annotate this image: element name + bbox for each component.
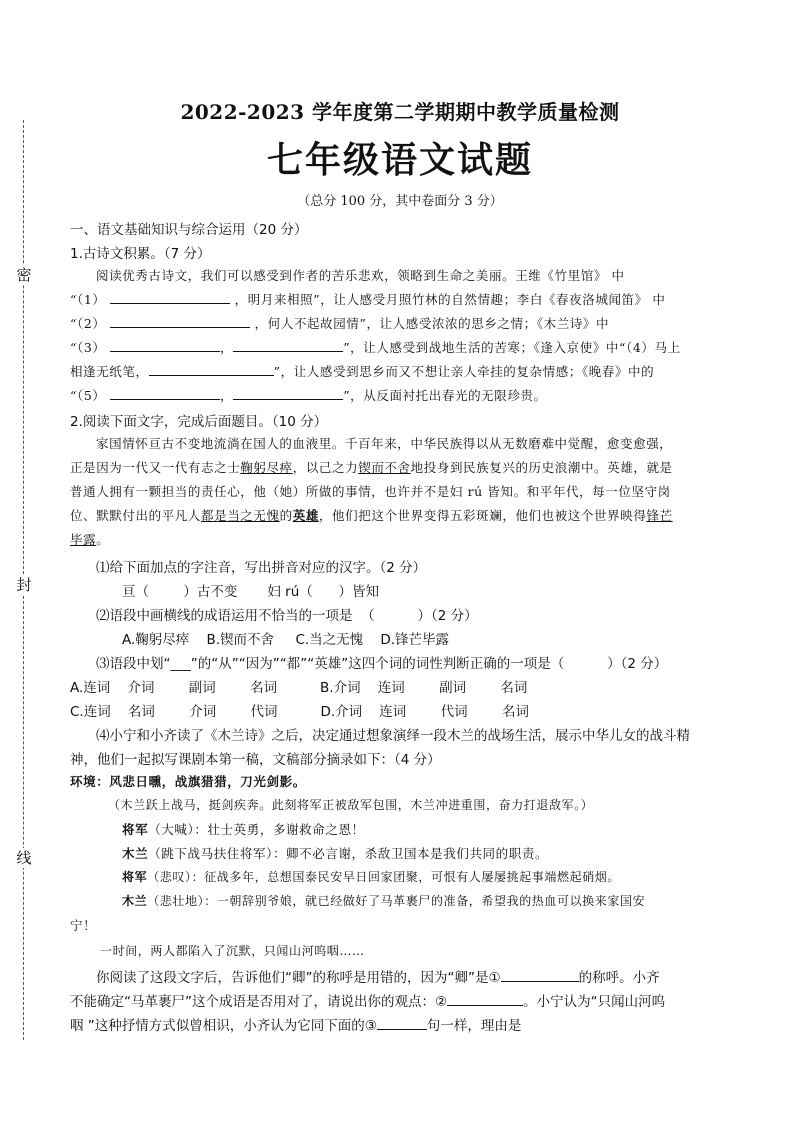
idiom-jugong: 鞠躬尽瘁 xyxy=(240,460,293,475)
answer-blank-qing[interactable] xyxy=(501,968,579,982)
task-text: 的称呼。小齐 xyxy=(578,970,660,986)
q1-blank5-label: “（5） xyxy=(70,388,106,403)
q1-line-5 xyxy=(70,362,730,380)
answer-blank-2[interactable] xyxy=(110,314,250,328)
seal-mark-xian: 线 xyxy=(14,848,34,868)
score-note: （总分 100 分，其中卷面分 3 分） xyxy=(297,194,503,209)
task-text: 你阅读了这段文字后，告诉他们“卿”的称呼是用错的，因为“卿”是① xyxy=(96,970,501,986)
q2-sub1: ⑴给下面加点的字注音，写出拼音对应的汉字。（2 分） xyxy=(96,560,427,576)
section1-title: 一、语文基础知识与综合运用（20 分） xyxy=(70,222,308,238)
passage-text: 地投身到民族复兴的历史浪潮中。英雄，就是 xyxy=(410,460,673,475)
q2-sub4-line1: ⑷小宁和小齐读了《木兰诗》之后，决定通过想象演绎一段木兰的战场生活，展示中华儿女的战斗精 xyxy=(96,728,690,744)
role-name: 木兰 xyxy=(122,846,149,861)
task-text: 咽 ”这种抒情方式似曾相识，小齐认为它同下面的③ xyxy=(70,1018,377,1034)
seal-mark-feng: 封 xyxy=(14,575,34,595)
q2-passage-4 xyxy=(70,506,730,524)
comma: ， xyxy=(220,388,234,403)
q1-line-4-text: ”，让人感受到战地生活的苦寒；《逢入京使》中“（4）马上 xyxy=(343,340,681,355)
answer-blank-4[interactable] xyxy=(149,362,274,376)
q1-line-3 xyxy=(70,314,730,332)
passage-text: 位、默默付出的平凡人 xyxy=(70,508,202,523)
q1-title: 1.古诗文积累。（7 分） xyxy=(70,246,211,262)
role-line: （悲壮地）：一朝辞别爷娘，就已经做好了马革裹尸的准备，希望我的热血可以换来家国安 xyxy=(147,894,646,908)
script-role-1 xyxy=(70,820,782,838)
comma: ， xyxy=(220,340,234,355)
passage-text: ，他们把这个世界变得五彩斑斓，他们也被这个世界映得 xyxy=(318,508,647,523)
q1-line-6-text: ”，从反面衬托出春光的无限珍贵。 xyxy=(343,388,547,403)
idiom-qie: 锲而不舍 xyxy=(358,460,411,475)
word-yingxiong: 英雄 xyxy=(292,508,319,523)
q2-task-line2 xyxy=(70,990,730,1010)
q1-line-5-start: 相逢无纸笔， xyxy=(70,364,149,379)
role-name: 将军 xyxy=(122,822,149,837)
q2-sub2: ⑵语段中画横线的成语运用不恰当的一项是 （ ）（2 分） xyxy=(96,608,478,624)
answer-blank-1[interactable] xyxy=(110,290,230,304)
q1-line-2 xyxy=(70,290,730,308)
role-line: （悲叹）：征战多年，总想国泰民安早日回家团聚，可恨有人屡屡挑起事端燃起硝烟。 xyxy=(147,870,621,884)
answer-blank-3a[interactable] xyxy=(110,338,220,352)
passage-text: 。 xyxy=(96,532,110,547)
role-name: 木兰 xyxy=(122,894,148,908)
task-text: 。小宁认为“只闻山河呜 xyxy=(523,994,666,1010)
binding-line xyxy=(14,120,34,1040)
q2-task-line1 xyxy=(70,966,756,986)
q1-line-3-text: ，何人不起故园情”，让人感受浓浓的思乡之情；《木兰诗》中 xyxy=(254,316,610,331)
q2-sub1-items: 亘（ ）古不变 妇 rú（ ）皆知 xyxy=(122,584,380,600)
script-role-4-cont: 宁！ xyxy=(70,918,97,933)
q2-passage-3: 普通人拥有一颗担当的责任心，他（她）所做的事情，也许并不是妇 rú 皆知。和平年代，每一位坚守岗 xyxy=(70,484,671,499)
script-environment: 环境：风悲日曛，战旗猎猎，刀光剑影。 xyxy=(70,774,306,789)
q1-line-1: 阅读优秀古诗文，我们可以感受到作者的苦乐悲欢，领略到生命之美丽。王维《竹里馆》 中 xyxy=(96,268,625,283)
answer-blank-5b[interactable] xyxy=(233,386,343,400)
q1-blank3-label: “（3） xyxy=(70,340,106,355)
q1-line-5-text: ”，让人感受到思乡而又不想让亲人牵挂的复杂情感；《晚春》中的 xyxy=(273,364,655,379)
q2-sub3: ⑶语段中划“___”的“从”“因为”“都”“英雄”这四个词的词性判断正确的一项是（ ）（2 分） xyxy=(96,656,668,672)
q1-blank1-label: “（1） xyxy=(70,292,106,307)
task-text: 不能确定“马革裹尸”这个成语是否用对了，请说出你的观点：② xyxy=(70,994,448,1010)
task-text: 句一样，理由是 xyxy=(426,1018,522,1034)
word-dou: 都是 xyxy=(201,508,228,523)
q1-line-2-text: ，明月来相照”，让人感受月照竹林的自然情趣；李白《春夜洛城闻笛》 中 xyxy=(234,292,666,307)
script-silence: 一时间，两人都陷入了沉默，只闻山河呜咽…… xyxy=(100,944,365,958)
idiom-dangzhi: 当之无愧 xyxy=(227,508,280,523)
passage-text: ，以己之力 xyxy=(292,460,359,475)
q1-line-6 xyxy=(70,386,730,404)
script-role-2 xyxy=(70,844,782,862)
role-line: （大喊）：壮士英勇，多谢救命之恩！ xyxy=(148,822,365,837)
q2-sub4-line2: 神，他们一起拟写课剧本第一稿，文稿部分摘录如下：（4 分） xyxy=(70,752,441,768)
script-stage-direction: （木兰跃上战马，挺剑疾奔。此刻将军正被敌军包围，木兰冲进重围，奋力打退敌军。） xyxy=(108,798,594,812)
q2-passage-1: 家国情怀亘古不变地流淌在国人的血液里。千百年来，中华民族得以从无数磨难中觉醒，愈变愈强， xyxy=(96,436,673,451)
role-name: 将军 xyxy=(122,870,148,884)
script-role-4 xyxy=(70,892,782,909)
q2-passage-2 xyxy=(70,458,730,476)
role-line: （跳下战马扶住将军）：卿不必言谢，杀敌卫国本是我们共同的职责。 xyxy=(148,846,549,861)
q2-task-line3 xyxy=(70,1014,730,1034)
idiom-fengmang: 锋芒 xyxy=(646,508,673,523)
q1-blank2-label: “（2） xyxy=(70,316,106,331)
q2-title: 2.阅读下面文字，完成后面题目。（10 分） xyxy=(70,414,328,430)
answer-blank-3b[interactable] xyxy=(233,338,343,352)
passage-text: 正是因为一代又一代有志之士 xyxy=(70,460,241,475)
idiom-bilu: 毕露 xyxy=(70,532,97,547)
answer-blank-sentence[interactable] xyxy=(377,1016,427,1030)
answer-blank-mage[interactable] xyxy=(447,992,523,1006)
seal-mark-mi: 密 xyxy=(14,265,34,285)
subject-title: 七年级语文试题 xyxy=(266,139,533,181)
q2-sub2-options: A.鞠躬尽瘁 B.锲而不舍 C.当之无愧 D.锋芒毕露 xyxy=(122,632,450,648)
script-role-3 xyxy=(70,868,782,885)
passage-text: 的 xyxy=(279,508,293,523)
q2-sub3-options-cd: C.连词 名词 介词 代词 D.介词 连词 代词 名词 xyxy=(70,704,529,720)
exam-title: 2022-2023 学年度第二学期期中教学质量检测 xyxy=(180,100,620,124)
q2-sub3-options-ab: A.连词 介词 副词 名词 B.介词 连词 副词 名词 xyxy=(70,680,528,696)
q2-passage-5 xyxy=(70,530,730,548)
answer-blank-5a[interactable] xyxy=(110,386,220,400)
q1-line-4 xyxy=(70,338,730,356)
